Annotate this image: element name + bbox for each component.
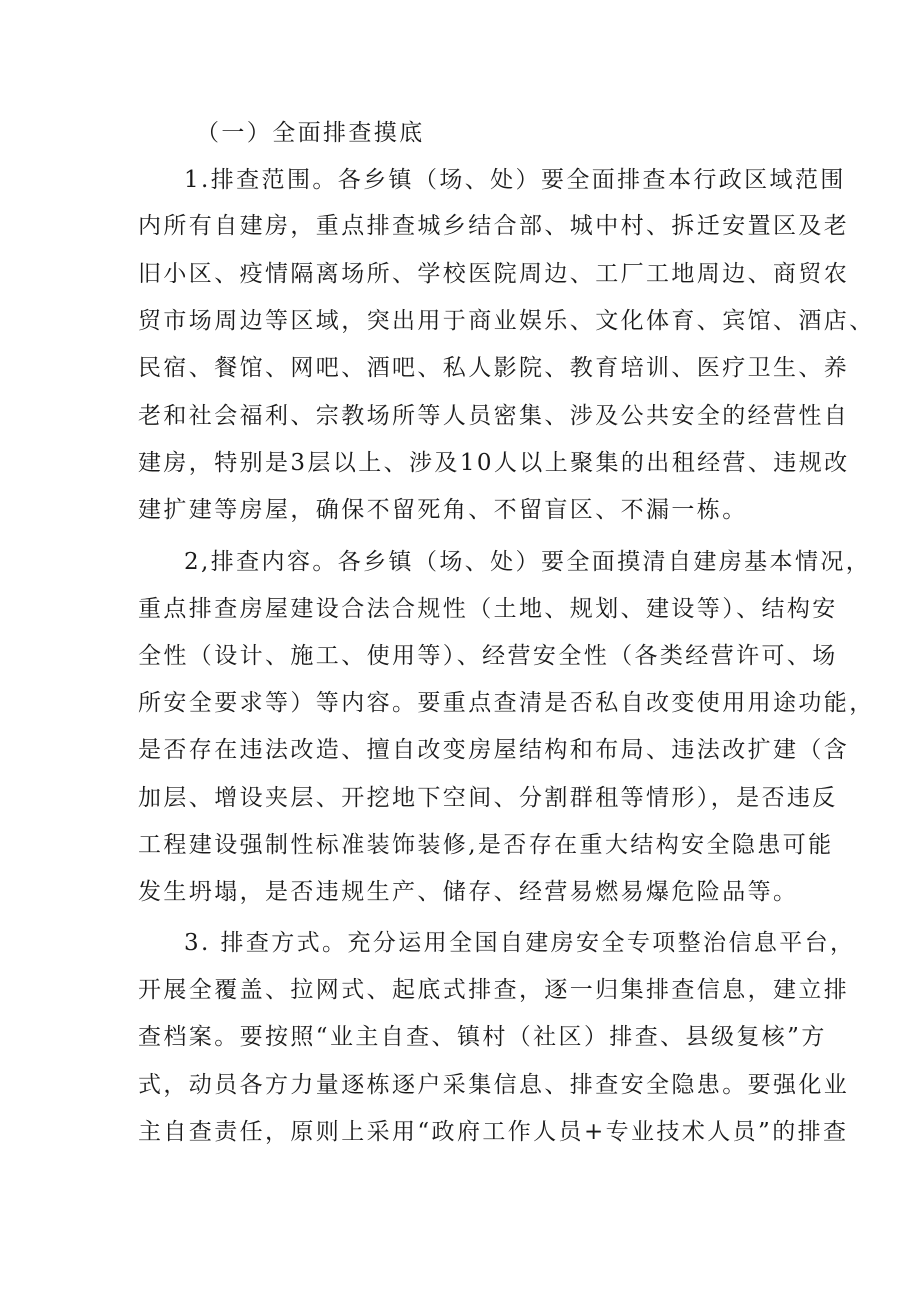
paragraph-2-line: 2,排查内容。各乡镇（场、处）要全面摸清自建房基本情况， — [184, 549, 872, 575]
paragraph-1-line: 民宿、餐馆、网吧、酒吧、私人影院、教育培训、医疗卫生、养 — [138, 355, 850, 381]
paragraph-3-line: 主自查责任，原则上采用“政府工作人员+专业技术人员”的排查 — [138, 1119, 849, 1145]
paragraph-3-line: 查档案。要按照“业主自查、镇村（社区）排查、县级复核”方 — [138, 1024, 827, 1050]
paragraph-2-line: 加层、增设夹层、开挖地下空间、分割群租等情形），是否违反 — [138, 785, 838, 811]
paragraph-1-line: 1.排查范围。各乡镇（场、处）要全面排查本行政区域范围 — [184, 167, 846, 193]
paragraph-2-line: 工程建设强制性标准装饰装修,是否存在重大结构安全隐患可能 — [138, 832, 834, 858]
paragraph-1-line: 建房，特别是3层以上、涉及10人以上聚集的出租经营、违规改 — [138, 450, 850, 476]
paragraph-2-line: 全性（设计、施工、使用等）、经营安全性（各类经营许可、场 — [138, 643, 838, 669]
section-heading: （一）全面排查摸底 — [196, 120, 425, 146]
paragraph-1-line: 旧小区、疫情隔离场所、学校医院周边、工厂工地周边、商贸农 — [138, 261, 850, 287]
paragraph-2-line: 是否存在违法改造、擅自改变房屋结构和布局、违法改扩建（含 — [138, 737, 850, 763]
paragraph-2-line: 所安全要求等）等内容。要重点查清是否私自改变使用用途功能， — [138, 690, 875, 716]
paragraph-3-line: 3. 排查方式。充分运用全国自建房安全专项整治信息平台， — [184, 930, 856, 956]
paragraph-2-line: 重点排查房屋建设合法合规性（土地、规划、建设等）、结构安 — [138, 596, 838, 622]
paragraph-1-line: 内所有自建房，重点排查城乡结合部、城中村、拆迁安置区及老 — [138, 213, 850, 239]
paragraph-3-line: 式，动员各方力量逐栋逐户采集信息、排查安全隐患。要强化业 — [138, 1072, 850, 1098]
paragraph-3-line: 开展全覆盖、拉网式、起底式排查，逐一归集排查信息，建立排 — [138, 977, 850, 1003]
paragraph-1-line: 老和社会福利、宗教场所等人员密集、涉及公共安全的经营性自 — [138, 403, 850, 429]
paragraph-1-line: 贸市场周边等区域，突出用于商业娱乐、文化体育、宾馆、酒店、 — [138, 308, 875, 334]
paragraph-1-line: 建扩建等房屋，确保不留死角、不留盲区、不漏一栋。 — [138, 497, 748, 523]
paragraph-2-line: 发生坍塌，是否违规生产、储存、经营易燃易爆危险品等。 — [138, 879, 799, 905]
